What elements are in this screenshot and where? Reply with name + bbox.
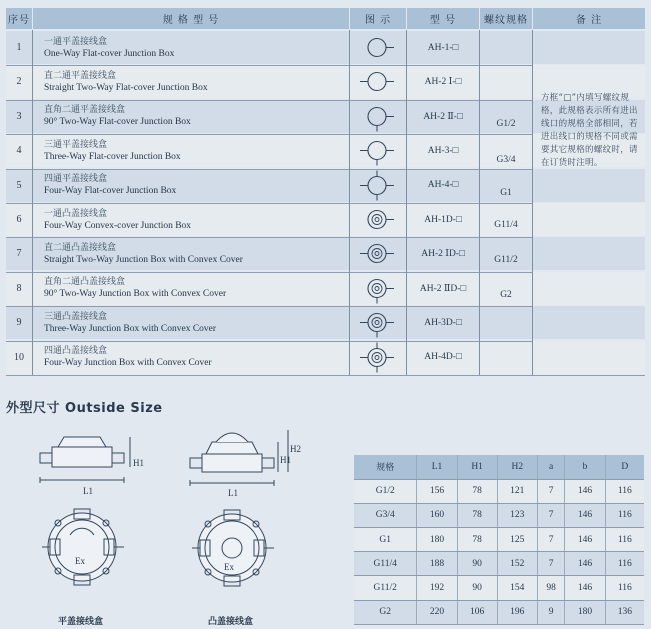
junction-box-icon [350,203,405,236]
size-header-row [354,455,644,479]
spec-name-en: Three-Way Flat-cover Junction Box [44,151,181,162]
size-value-cell: 146 [565,528,605,552]
row-spec-name [44,100,344,133]
size-value-cell: 116 [605,528,644,552]
junction-box-icon [350,272,405,305]
size-row [354,528,644,552]
spec-name-zh: 一通凸盖接线盒 [44,208,108,219]
header-thread: 螺纹规格 [480,8,532,29]
size-value-cell: 136 [605,600,644,624]
size-value-cell: 116 [605,576,644,600]
header-model: 型 号 [407,8,479,29]
row-model: AH-1-□ [427,42,459,53]
row-spec-name [44,341,344,374]
junction-box-icon [350,306,405,339]
size-value-cell: 146 [565,503,605,527]
spec-name-en: Straight Two-Way Flat-cover Junction Box [44,82,208,93]
size-spec-cell: G1/2 [354,479,417,503]
spec-name-zh: 四通凸盖接线盒 [44,346,108,357]
spec-name-en: Straight Two-Way Junction Box with Convex Cover [44,254,243,265]
size-spec-cell: G11/4 [354,552,417,576]
h1-label-right: H1 [280,455,291,465]
spec-name-en: Four-Way Junction Box with Convex Cover [44,358,212,369]
size-value-cell: 7 [537,479,565,503]
size-header-cell: D [605,455,644,479]
size-header-cell: 规格 [354,455,417,479]
row-number: 3 [16,110,22,122]
row-number: 2 [16,76,22,88]
size-value-cell: 116 [605,552,644,576]
size-table [354,455,644,625]
l1-label-right: L1 [228,488,238,498]
size-value-cell: 78 [457,528,497,552]
spec-name-zh: 三通凸盖接线盒 [44,311,108,322]
row-model: AH-2 ⅠD-□ [421,249,465,260]
row-model: AH-2 ⅡD-□ [419,283,467,294]
spec-name-en: 90° Two-Way Flat-cover Junction Box [44,117,191,128]
size-value-cell: 146 [565,552,605,576]
row-number: 8 [16,282,22,294]
size-value-cell: 156 [417,479,457,503]
size-row [354,479,644,503]
size-header-cell: H2 [497,455,537,479]
convex-cover-drawing [180,420,295,610]
size-spec-cell: G3/4 [354,503,417,527]
size-value-cell: 7 [537,552,565,576]
thread-g11-2: G11/2 [494,255,518,265]
junction-box-icon [350,65,405,98]
junction-box-icon [350,341,405,374]
spec-name-en: One-Way Flat-cover Junction Box [44,48,175,59]
size-value-cell: 7 [537,528,565,552]
size-value-cell: 154 [497,576,537,600]
row-model: AH-3-□ [427,145,459,156]
size-value-cell: 146 [565,576,605,600]
row-spec-name [44,169,344,202]
size-value-cell: 90 [457,552,497,576]
size-value-cell: 116 [605,479,644,503]
size-value-cell: 152 [497,552,537,576]
remark-text: 方框“□”内填写螺纹规格，此规格表示所有进出线口的规格全部相同，若进出线口的规格不同或需要其它规格的螺纹时，请在订货时注明。 [541,93,638,168]
row-model: AH-4-□ [427,180,459,191]
spec-name-zh: 直二通凸盖接线盒 [44,242,117,253]
size-value-cell: 123 [497,503,537,527]
size-row [354,600,644,624]
l1-label-left: L1 [83,486,93,496]
size-header-cell: L1 [417,455,457,479]
row-model: AH-4D-□ [424,352,462,363]
row-spec-name [44,134,344,167]
header-seq: 序号 [6,8,32,29]
spec-name-zh: 直二通平盖接线盒 [44,70,117,81]
row-number: 5 [16,179,22,191]
junction-box-icon [350,169,405,202]
size-value-cell: 78 [457,479,497,503]
size-value-cell: 7 [537,503,565,527]
size-row [354,552,644,576]
row-number: 4 [16,145,22,157]
flat-cover-drawing [30,425,140,610]
thread-g1: G1 [500,188,512,198]
row-number: 9 [16,317,22,329]
row-number: 10 [14,351,24,363]
size-value-cell: 78 [457,503,497,527]
size-value-cell: 9 [537,600,565,624]
size-spec-cell: G2 [354,600,417,624]
spec-name-zh: 直角二通凸盖接线盒 [44,277,126,288]
size-value-cell: 220 [417,600,457,624]
size-value-cell: 160 [417,503,457,527]
size-value-cell: 121 [497,479,537,503]
spec-name-zh: 三通平盖接线盒 [44,139,108,150]
row-spec-name [44,31,344,64]
size-value-cell: 98 [537,576,565,600]
header-spec: 规 格 型 号 [33,8,349,29]
row-number: 6 [16,214,22,225]
junction-box-icon [350,100,405,133]
outside-size-title: 外型尺寸 Outside Size [6,401,163,416]
thread-g11-4: G11/4 [494,220,518,230]
size-value-cell: 192 [417,576,457,600]
size-value-cell: 188 [417,552,457,576]
spec-name-zh: 一通平盖接线盒 [44,36,108,47]
spec-name-zh: 四通平盖接线盒 [44,174,108,185]
size-value-cell: 146 [565,479,605,503]
size-value-cell: 116 [605,503,644,527]
header-remark: 备 注 [533,8,645,29]
ex-label-left: Ex [75,556,85,566]
row-number: 1 [16,42,22,53]
size-spec-cell: G11/2 [354,576,417,600]
junction-box-icon [350,31,405,64]
row-spec-name [44,203,344,236]
size-header-cell: H1 [457,455,497,479]
size-value-cell: 90 [457,576,497,600]
row-model: AH-2 Ⅰ-□ [424,77,462,88]
row-spec-name [44,237,344,270]
size-value-cell: 196 [497,600,537,624]
spec-name-en: Three-Way Junction Box with Convex Cover [44,323,217,334]
row-model: AH-1D-□ [424,214,462,225]
h2-label-right: H2 [290,444,301,454]
row-spec-name [44,272,344,305]
junction-box-icon [350,134,405,167]
size-value-cell: 125 [497,528,537,552]
row-spec-name [44,65,344,98]
header-figure: 图 示 [350,8,406,29]
size-header-cell: b [565,455,605,479]
row-model: AH-2 Ⅱ-□ [423,111,463,122]
row-number: 7 [16,248,22,260]
spec-name-en: Four-Way Flat-cover Junction Box [44,186,177,197]
size-row [354,503,644,527]
size-value-cell: 106 [457,600,497,624]
ex-label-right: Ex [224,562,234,572]
size-spec-cell: G1 [354,528,417,552]
row-spec-name [44,306,344,339]
thread-g3-4: G3/4 [496,155,516,165]
thread-g2: G2 [500,290,512,300]
spec-name-en: Four-Way Convex-cover Junction Box [44,220,192,231]
junction-box-icon [350,237,405,270]
size-value-cell: 180 [565,600,605,624]
size-row [354,576,644,600]
row-model: AH-3D-□ [424,317,462,328]
thread-g1-2: G1/2 [496,119,516,129]
convex-cover-caption: 凸盖接线盒 [208,617,254,627]
size-value-cell: 180 [417,528,457,552]
flat-cover-caption: 平盖接线盒 [58,617,104,627]
spec-name-zh: 直角二通平盖接线盒 [44,105,126,116]
size-header-cell: a [537,455,565,479]
h1-label-left: H1 [133,458,144,468]
spec-name-en: 90° Two-Way Junction Box with Convex Cover [44,289,227,300]
